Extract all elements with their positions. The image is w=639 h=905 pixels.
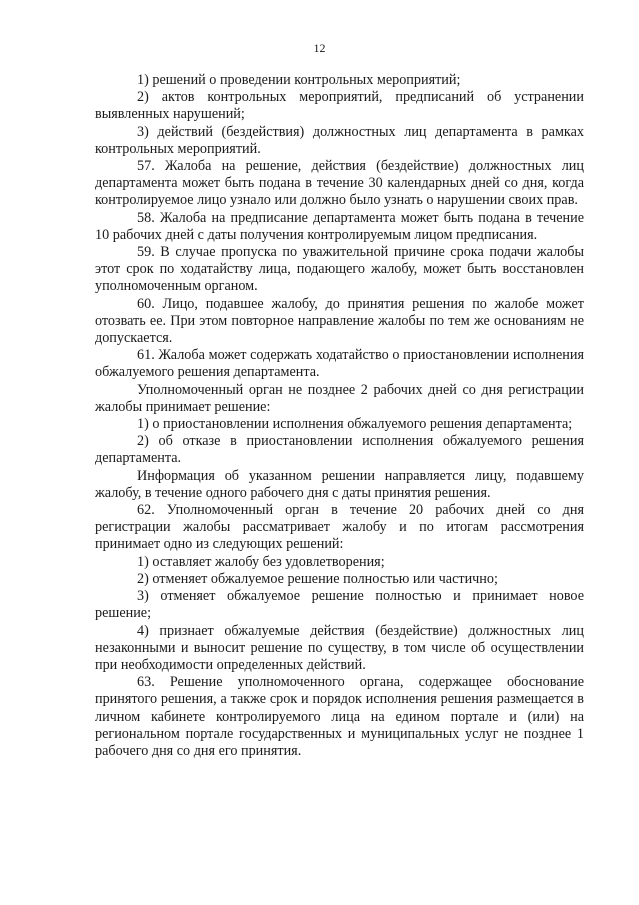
paragraph: 3) отменяет обжалуемое решение полностью и принимает новое решение; (95, 588, 584, 622)
paragraph: 4) признает обжалуемые действия (бездействие) должностных лиц незаконными и выносит решение по существу, в том числе об осуществлении при необходимости определенных действий. (95, 622, 584, 673)
paragraph: 58. Жалоба на предписание департамента может быть подана в течение 10 рабочих дней с даты получения контролируемым лицом предписания. (95, 209, 584, 243)
paragraph: 2) отменяет обжалуемое решение полностью или частично; (137, 570, 498, 587)
paragraph: 2) об отказе в приостановлении исполнения обжалуемого решения департамента. (95, 433, 584, 467)
paragraph: 59. В случае пропуска по уважительной причине срока подачи жалобы этот срок по ходатайству лица, подающего жалобу, может быть восстановлен уполномоченным органом. (95, 244, 584, 295)
paragraph: 57. Жалоба на решение, действия (бездействие) должностных лиц департамента может быть подана в течение 30 календарных дней со дня, когда контролируемое лицо узнало или должно было узнать о нарушении своих прав. (95, 158, 584, 209)
paragraph: 60. Лицо, подавшее жалобу, до принятия решения по жалобе может отозвать ее. При этом повторное направление жалобы по тем же основаниям не допускается. (95, 295, 584, 347)
paragraph: 61. Жалоба может содержать ходатайство о приостановлении исполнения обжалуемого решения департамента. (95, 347, 584, 381)
paragraph: Уполномоченный орган не позднее 2 рабочих дней со дня регистрации жалобы принимает решение: (95, 381, 584, 415)
paragraph: 1) о приостановлении исполнения обжалуемого решения департамента; (137, 416, 573, 433)
paragraph: 2) актов контрольных мероприятий, предписаний об устранении выявленных нарушений; (95, 89, 584, 123)
paragraph: 1) решений о проведении контрольных мероприятий; (137, 72, 461, 88)
document-body (95, 72, 584, 760)
paragraph: 1) оставляет жалобу без удовлетворения; (137, 553, 385, 570)
page-number: 12 (313, 41, 326, 55)
paragraph: 62. Уполномоченный орган в течение 20 рабочих дней со дня регистрации жалобы рассматривает жалобу и по итогам рассмотрения принимает одно из следующих решений: (95, 502, 584, 553)
paragraph: 3) действий (бездействия) должностных лиц департамента в рамках контрольных мероприятий. (95, 123, 584, 157)
paragraph: 63. Решение уполномоченного органа, содержащее обоснование принятого решения, а также срок и порядок исполнения решения размещается в личном кабинете контролируемого лица на едином портале и (или) на региональном портале государственных и муниципальных услуг не позднее 1 рабочего дня со дня его принятия. (95, 674, 584, 759)
paragraph: Информация об указанном решении направляется лицу, подавшему жалобу, в течение одного рабочего дня с даты принятия решения. (95, 467, 584, 501)
